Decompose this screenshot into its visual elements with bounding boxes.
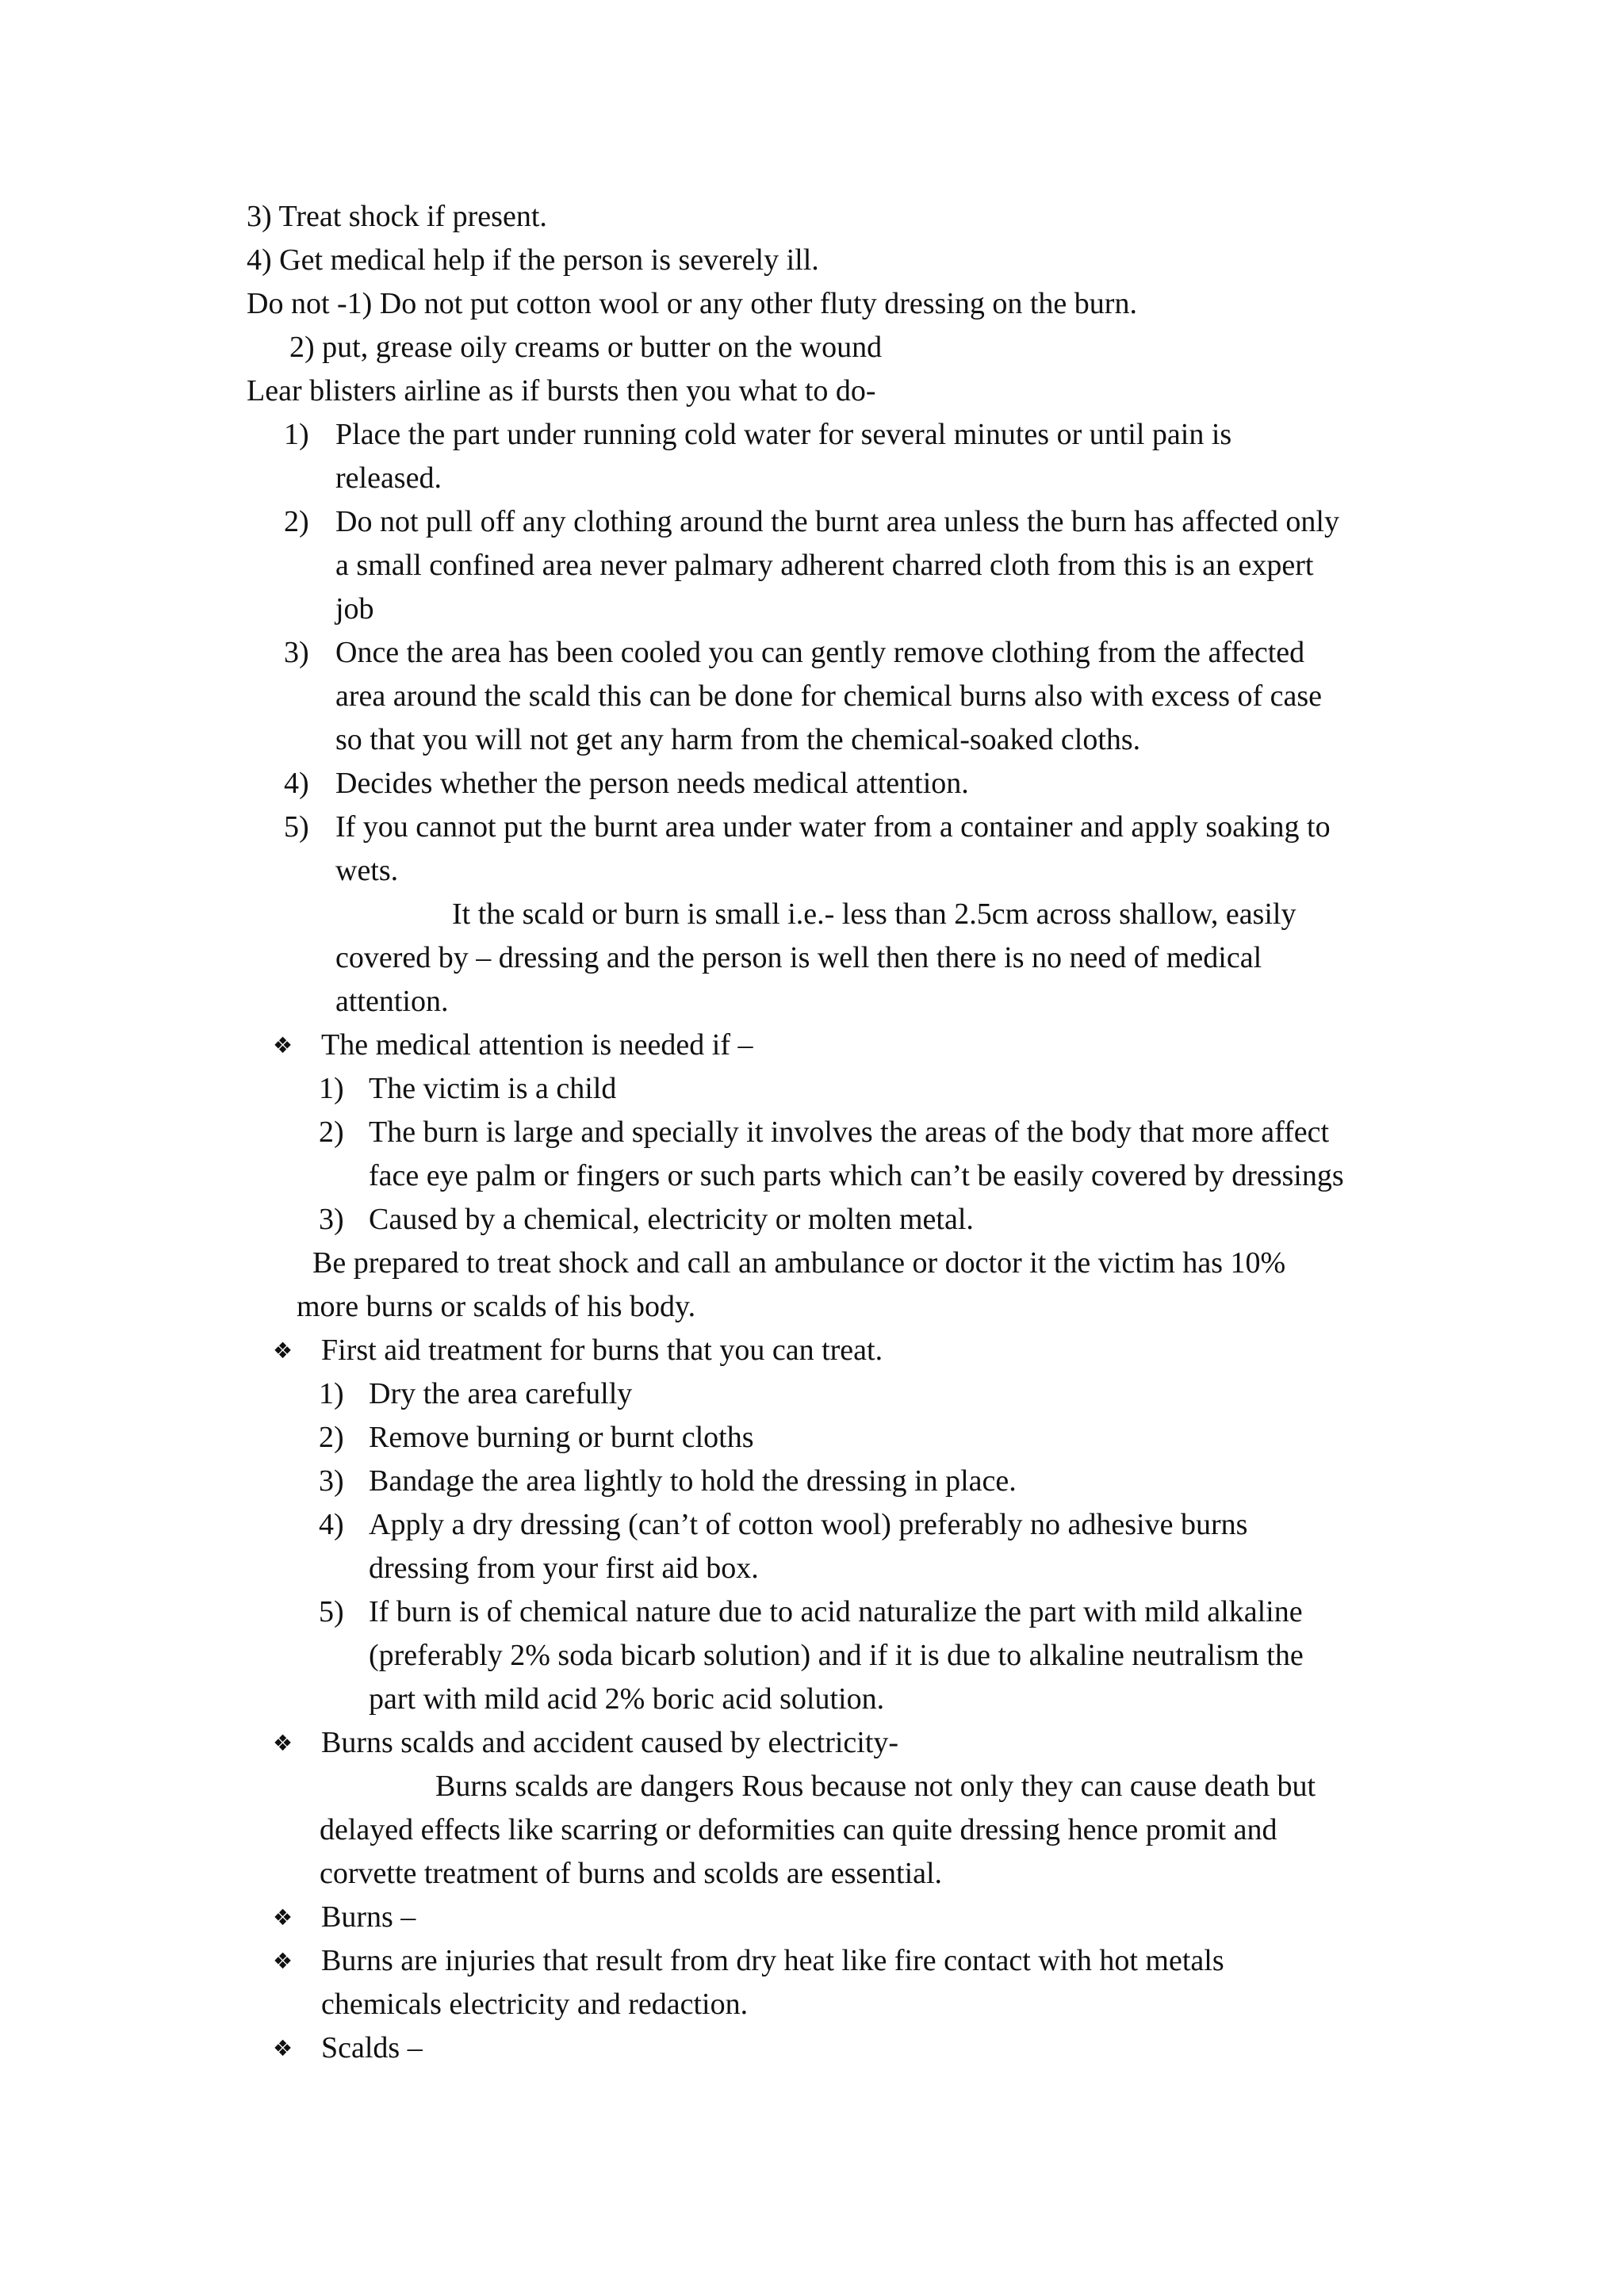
list-number: 5) xyxy=(319,1595,344,1628)
diamond-bullet-icon: ❖ xyxy=(273,1904,293,1931)
list-item-text: Apply a dry dressing (can’t of cotton wool) preferably no adhesive burns xyxy=(369,1508,1248,1541)
paragraph-line: Burns scalds are dangers Rous because not only they can cause death but xyxy=(435,1770,1316,1803)
paragraph-line: covered by – dressing and the person is well then there is no need of medical xyxy=(335,941,1262,974)
note-line: Be prepared to treat shock and call an ambulance or doctor it the victim has 10% xyxy=(312,1246,1286,1280)
list-number: 1) xyxy=(284,418,309,451)
diamond-bullet-icon: ❖ xyxy=(273,2035,293,2061)
paragraph-line: It the scald or burn is small i.e.- less than 2.5cm across shallow, easily xyxy=(452,897,1297,931)
list-number: 2) xyxy=(284,505,309,538)
list-item-text: Bandage the area lightly to hold the dressing in place. xyxy=(369,1464,1017,1498)
list-number: 3) xyxy=(319,1464,344,1498)
list-item-text: The victim is a child xyxy=(369,1072,617,1105)
list-item-text: Decides whether the person needs medical attention. xyxy=(335,767,969,800)
section-heading: First aid treatment for burns that you can treat. xyxy=(321,1334,883,1367)
diamond-bullet-icon: ❖ xyxy=(273,1337,293,1364)
list-item-text: part with mild acid 2% boric acid solution. xyxy=(369,1682,885,1716)
bullet-text: Scalds – xyxy=(321,2031,423,2064)
bullet-text: Burns are injuries that result from dry heat like fire contact with hot metals xyxy=(321,1944,1224,1977)
text-line: 4) Get medical help if the person is severely ill. xyxy=(247,243,819,277)
diamond-bullet-icon: ❖ xyxy=(273,1948,293,1974)
note-line: more burns or scalds of his body. xyxy=(297,1290,696,1323)
paragraph-line: attention. xyxy=(335,985,449,1018)
paragraph-line: delayed effects like scarring or deformities can quite dressing hence promit and xyxy=(320,1813,1277,1846)
list-number: 3) xyxy=(319,1203,344,1236)
list-item-text: Remove burning or burnt cloths xyxy=(369,1421,754,1454)
list-number: 1) xyxy=(319,1072,344,1105)
list-item-text: Place the part under running cold water for several minutes or until pain is xyxy=(335,418,1232,451)
list-item-text: released. xyxy=(335,461,442,495)
list-item-text: Once the area has been cooled you can gently remove clothing from the affected xyxy=(335,636,1305,669)
diamond-bullet-icon: ❖ xyxy=(273,1730,293,1756)
text-line: Lear blisters airline as if bursts then you what to do- xyxy=(247,374,876,408)
list-item-text: so that you will not get any harm from the chemical-soaked cloths. xyxy=(335,723,1141,756)
section-heading: Burns scalds and accident caused by electricity- xyxy=(321,1726,899,1759)
list-item-text: area around the scald this can be done for chemical burns also with excess of case xyxy=(335,679,1323,713)
list-item-text: Do not pull off any clothing around the burnt area unless the burn has affected only xyxy=(335,505,1339,538)
list-item-text: If you cannot put the burnt area under water from a container and apply soaking to xyxy=(335,810,1331,844)
list-number: 1) xyxy=(319,1377,344,1410)
list-item-text: a small confined area never palmary adherent charred cloth from this is an expert xyxy=(335,549,1314,582)
list-item-text: dressing from your first aid box. xyxy=(369,1552,759,1585)
list-number: 2) xyxy=(319,1421,344,1454)
list-item-text: face eye palm or fingers or such parts which can’t be easily covered by dressings xyxy=(369,1159,1344,1192)
list-item-text: wets. xyxy=(335,854,399,887)
list-item-text: job xyxy=(335,592,374,626)
list-item-text: The burn is large and specially it involves the areas of the body that more affect xyxy=(369,1115,1330,1149)
section-heading: The medical attention is needed if – xyxy=(321,1028,753,1062)
diamond-bullet-icon: ❖ xyxy=(273,1032,293,1058)
list-item-text: Dry the area carefully xyxy=(369,1377,633,1410)
text-line: 3) Treat shock if present. xyxy=(247,200,547,233)
list-item-text: (preferably 2% soda bicarb solution) and if it is due to alkaline neutralism the xyxy=(369,1639,1304,1672)
list-number: 4) xyxy=(319,1508,344,1541)
list-item-text: Caused by a chemical, electricity or molten metal. xyxy=(369,1203,974,1236)
paragraph-line: corvette treatment of burns and scolds are essential. xyxy=(320,1857,943,1890)
list-number: 3) xyxy=(284,636,309,669)
text-line: Do not -1) Do not put cotton wool or any other fluty dressing on the burn. xyxy=(247,287,1137,320)
list-item-text: If burn is of chemical nature due to acid naturalize the part with mild alkaline xyxy=(369,1595,1303,1628)
list-number: 5) xyxy=(284,810,309,844)
list-number: 4) xyxy=(284,767,309,800)
bullet-text: chemicals electricity and redaction. xyxy=(321,1988,749,2021)
text-line: 2) put, grease oily creams or butter on the wound xyxy=(289,331,883,364)
bullet-text: Burns – xyxy=(321,1900,416,1934)
list-number: 2) xyxy=(319,1115,344,1149)
